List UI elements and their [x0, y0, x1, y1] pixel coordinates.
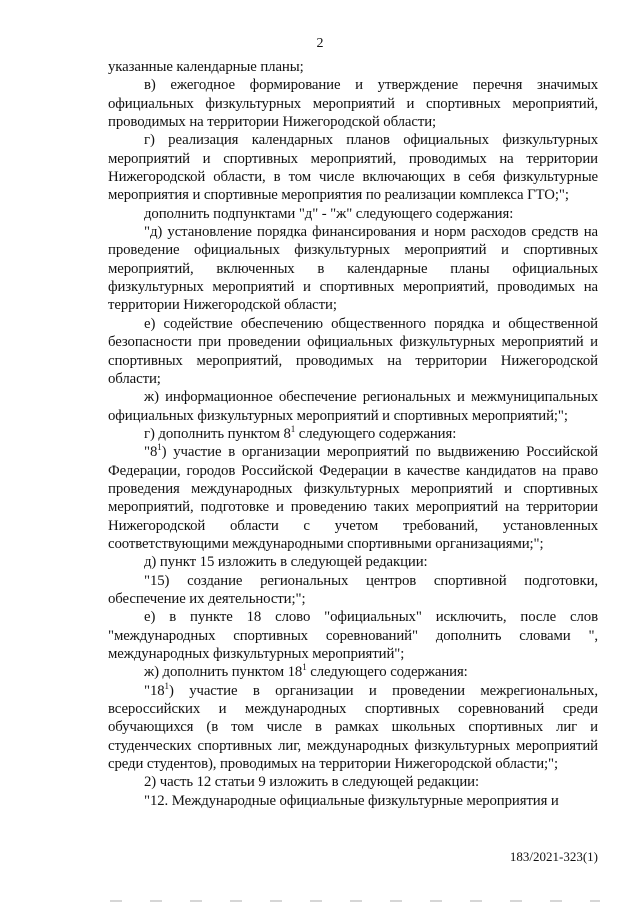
text-run: г) дополнить пунктом 8	[144, 425, 291, 442]
paragraph-p11	[108, 608, 598, 663]
text-run: г) реализация календарных планов официальных физкультурных мероприятий и спортивных мероприятий, проводимых на территории Нижегородской области, в том числе включающих в себя физкультурные мероприятия и спортивные мероприятия по реализации комплекса ГТО;";	[108, 132, 598, 204]
paragraph-p2	[108, 131, 598, 204]
text-run: е) содействие обеспечению общественного порядка и общественной безопасности при проведении официальных физкультурных мероприятий и спортивных мероприятий, проводимых на территории Нижегородской области;	[108, 315, 598, 387]
paragraph-p4	[108, 223, 598, 315]
text-run: указанные календарные планы;	[108, 59, 304, 75]
paragraph-p13	[108, 682, 598, 774]
paragraph-p7	[108, 425, 598, 443]
scan-artifact-line	[110, 900, 600, 902]
text-run: дополнить подпунктами "д" - "ж" следующего содержания:	[144, 205, 514, 222]
text-run: "15) создание региональных центров спортивной подготовки, обеспечение их деятельности;";	[108, 572, 598, 607]
text-run: е) в пункте 18 слово "официальных" исключить, после слов "международных спортивных соревнований" дополнить словами ", международных физкультурных мероприятий";	[108, 609, 598, 662]
superscript: 1	[164, 680, 169, 691]
superscript: 1	[157, 442, 162, 453]
text-run: следующего содержания:	[306, 664, 468, 681]
text-run: следующего содержания:	[295, 425, 457, 442]
text-run: "12. Международные официальные физкультурные мероприятия и	[144, 792, 559, 809]
paragraph-p10	[108, 572, 598, 609]
paragraph-p6	[108, 388, 598, 425]
text-run: "18	[144, 682, 165, 699]
text-run: ) участие в организации и проведении межрегиональных, всероссийских и международных спортивных соревнований среди обучающихся (в том числе в рамках школьных спортивных лиг и студенческих спортивных лиг, международных физкультурных мероприятий среди студентов), проводимых на территории Нижегородской области;";	[108, 682, 598, 773]
text-run: "8	[144, 444, 158, 461]
superscript: 1	[290, 423, 296, 434]
paragraph-p15	[108, 792, 598, 810]
text-run: ) участие в организации мероприятий по выдвижению Российской Федерации, городов Российской Федерации в качестве кандидатов на право проведения международных физкультурных мероприятий и спортивных мероприятий, подготовке и проведению таких мероприятий на территории Нижегородской области с учетом требований, установленных соответствующими международными спортивными организациями;";	[108, 444, 598, 552]
paragraph-p14	[108, 773, 598, 791]
text-run: д) пункт 15 изложить в следующей редакции:	[144, 554, 428, 571]
paragraph-p9	[108, 553, 598, 571]
paragraph-p0	[108, 58, 598, 76]
paragraph-p1	[108, 76, 598, 131]
text-run: 2) часть 12 статьи 9 изложить в следующей редакции:	[144, 774, 479, 791]
paragraph-p3	[108, 205, 598, 223]
paragraph-p8	[108, 443, 598, 553]
paragraph-p12	[108, 663, 598, 681]
superscript: 1	[302, 662, 307, 673]
document-code: 183/2021-323(1)	[509, 849, 598, 864]
text-run: в) ежегодное формирование и утверждение перечня значимых официальных физкультурных мероприятий и спортивных мероприятий, проводимых на территории Нижегородской области;	[108, 77, 598, 131]
page-number: 2	[316, 36, 324, 51]
text-run: ж) дополнить пунктом 18	[144, 664, 303, 681]
text-run: "д) установление порядка финансирования и норм расходов средств на проведение официальных физкультурных мероприятий и спортивных мероприятий, включенных в календарные планы официальных физкультурных мероприятий и спортивных мероприятий, проводимых на территории Нижегородской области;	[108, 224, 598, 314]
text-run: ж) информационное обеспечение региональных и межмуниципальных официальных физкультурных мероприятий и спортивных мероприятий;";	[108, 389, 598, 424]
document-body	[108, 58, 598, 810]
paragraph-p5	[108, 315, 598, 388]
